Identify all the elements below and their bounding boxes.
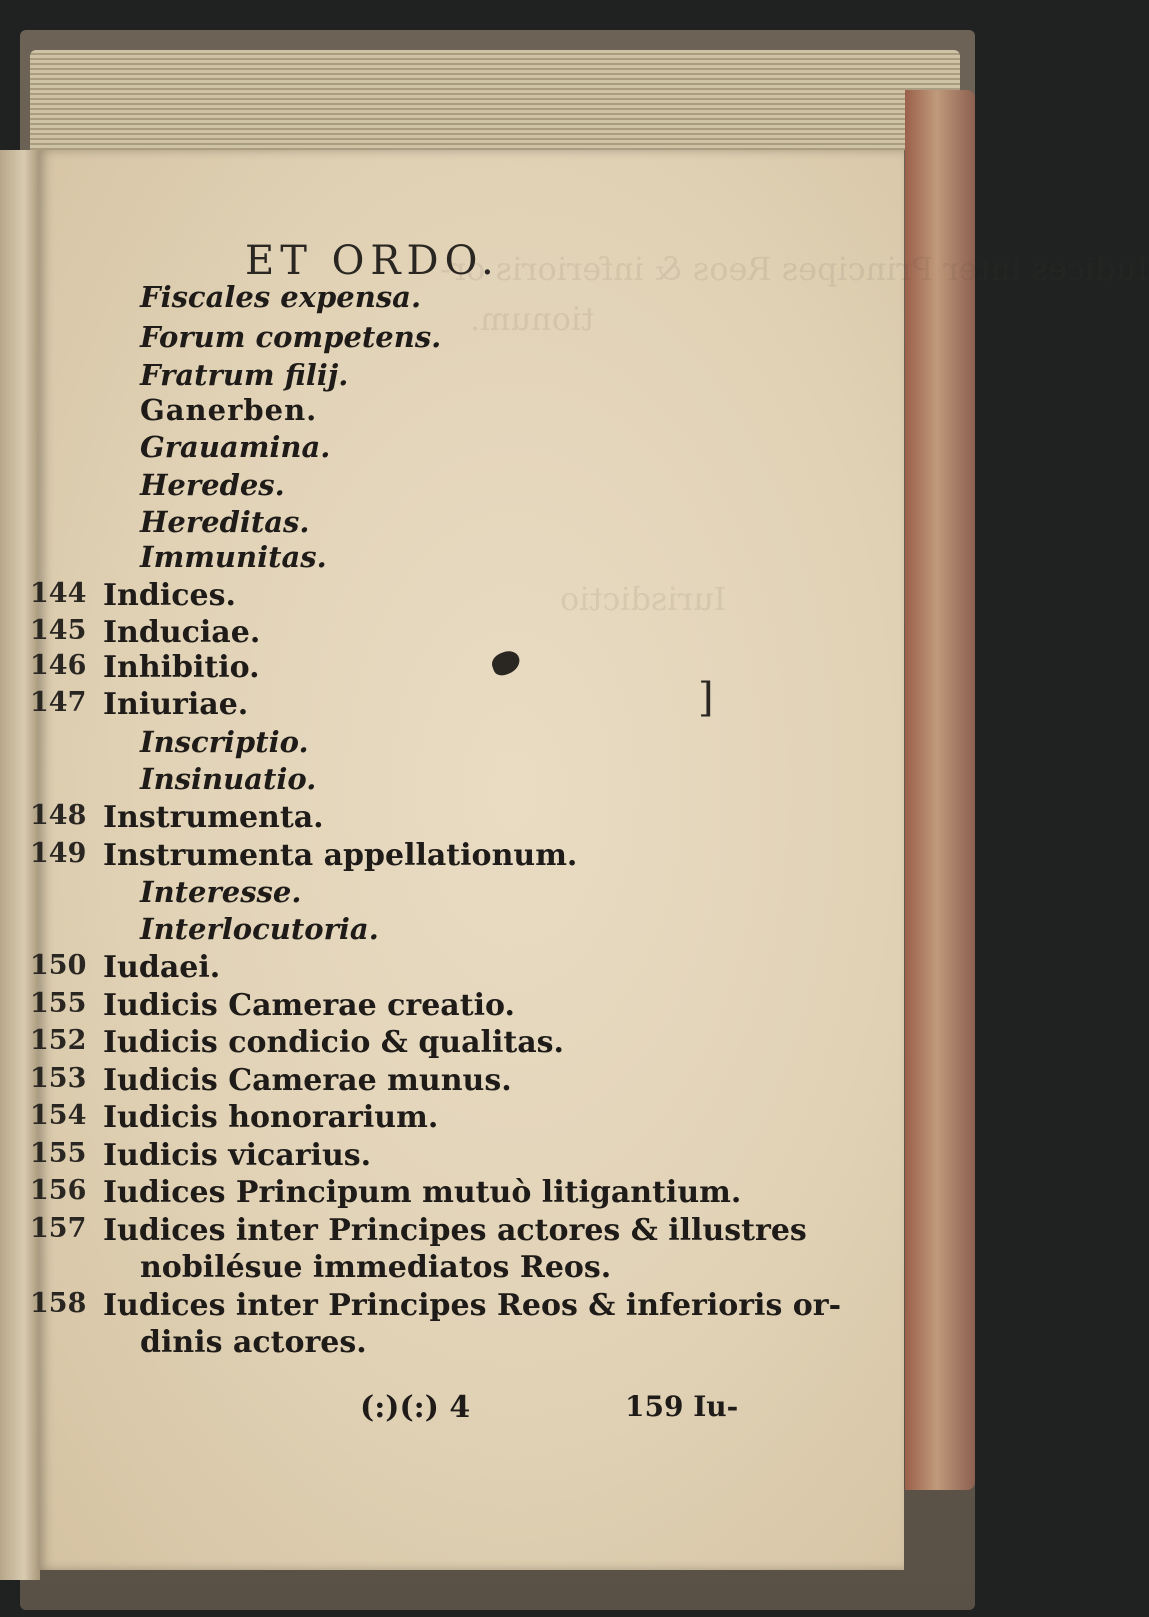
entry-number: 155 xyxy=(30,988,87,1019)
entry-text: Fratrum filij. xyxy=(140,358,349,392)
entry-text: Iniuriae. xyxy=(103,687,249,722)
entry-text: Forum competens. xyxy=(140,320,442,354)
bleed-through-text: Iudices inter Principes Reos & inferioris or- xyxy=(440,250,1149,288)
entry-text: Iudicis vicarius. xyxy=(103,1138,372,1173)
entry-text: Iudicis honorarium. xyxy=(103,1100,439,1135)
entry-text: Iudaei. xyxy=(103,950,221,985)
continuation-line: dinis actores. xyxy=(140,1325,367,1360)
entry-text: Grauamina. xyxy=(140,430,331,464)
entry-text: Iudices inter Principes Reos & inferioris or- xyxy=(103,1288,842,1323)
entry-text: Fiscales expensa. xyxy=(140,280,422,314)
entry-number: 148 xyxy=(30,800,87,831)
entry-text: Iudicis Camerae creatio. xyxy=(103,988,515,1023)
entry-number: 153 xyxy=(30,1063,87,1094)
catchword: 159 Iu- xyxy=(625,1390,739,1423)
entry-number: 156 xyxy=(30,1175,87,1206)
entry-text: Interesse. xyxy=(140,875,302,909)
entry-number: 155 xyxy=(30,1138,87,1169)
bracket-mark: ] xyxy=(698,675,714,721)
entry-text: Insinuatio. xyxy=(140,762,317,796)
entry-number: 150 xyxy=(30,950,87,981)
entry-text: Iudices inter Principes actores & illustres xyxy=(103,1213,807,1248)
entry-number: 145 xyxy=(30,615,87,646)
entry-number: 157 xyxy=(30,1213,87,1244)
entry-text: Interlocutoria. xyxy=(140,912,379,946)
entry-text: Hereditas. xyxy=(140,505,310,539)
entry-text: Inhibitio. xyxy=(103,650,260,685)
entry-text: Heredes. xyxy=(140,468,285,502)
page-heading: ET ORDO. xyxy=(245,238,500,284)
entry-text: Instrumenta. xyxy=(103,800,324,835)
entry-text: Iudicis condicio & qualitas. xyxy=(103,1025,564,1060)
entry-number: 158 xyxy=(30,1288,87,1319)
entry-number: 152 xyxy=(30,1025,87,1056)
continuation-line: nobilésue immediatos Reos. xyxy=(140,1250,612,1285)
entry-number: 147 xyxy=(30,687,87,718)
entry-text: Indices. xyxy=(103,578,236,613)
entry-text: Instrumenta appellationum. xyxy=(103,838,578,873)
bleed-through-text: tionum. xyxy=(470,300,595,338)
entry-text: Iudices Principum mutuò litigantium. xyxy=(103,1175,742,1210)
entry-number: 154 xyxy=(30,1100,87,1131)
entry-text: Inscriptio. xyxy=(140,725,309,759)
entry-text: Induciae. xyxy=(103,615,261,650)
signature-mark: (:)(:) 4 xyxy=(360,1390,471,1425)
entry-text: Immunitas. xyxy=(140,540,327,574)
bleed-through-text: Iurisdictio xyxy=(560,580,727,618)
entry-text: Ganerben. xyxy=(140,393,318,427)
entry-number: 146 xyxy=(30,650,87,681)
entry-number: 144 xyxy=(30,578,87,609)
entry-number: 149 xyxy=(30,838,87,869)
entry-text: Iudicis Camerae munus. xyxy=(103,1063,512,1098)
